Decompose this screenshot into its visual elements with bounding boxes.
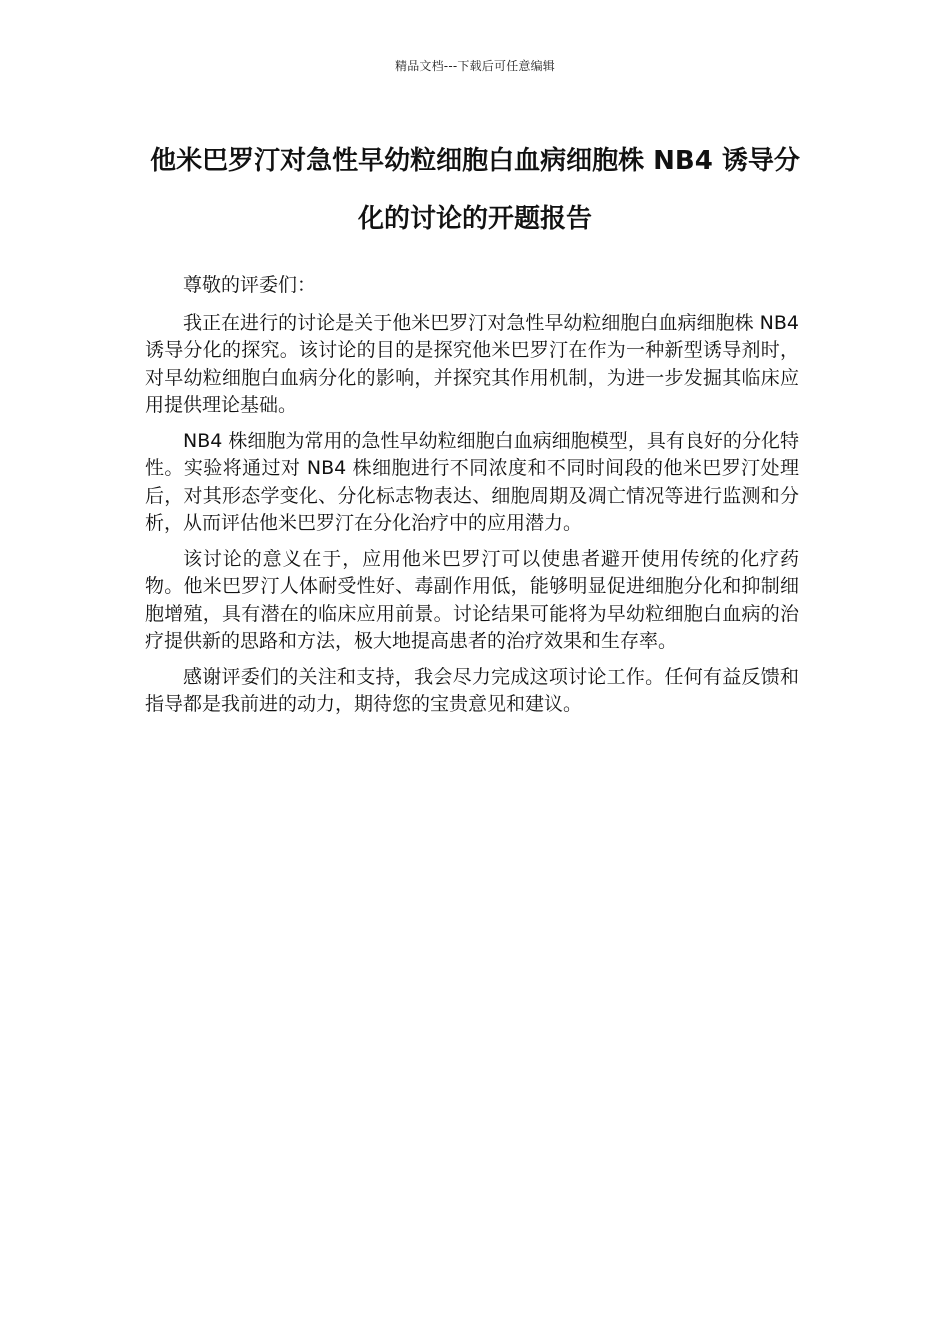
document-title: 他米巴罗汀对急性早幼粒细胞白血病细胞株 NB4 诱导分化的讨论的开题报告 <box>150 146 800 234</box>
header-note: 精品文档---下载后可任意编辑 <box>395 59 555 73</box>
document-body <box>145 272 799 727</box>
paragraph-2: NB4 株细胞为常用的急性早幼粒细胞白血病细胞模型，具有良好的分化特性。实验将通过对 NB4 株细胞进行不同浓度和不同时间段的他米巴罗汀处理后，对其形态学变化、分化标志物表达、细胞周期及凋亡情况等进行监测和分析，从而评估他米巴罗汀在分化治疗中的应用潜力。 <box>145 429 799 534</box>
salutation: 尊敬的评委们： <box>183 274 317 296</box>
paragraph-3: 该讨论的意义在于，应用他米巴罗汀可以使患者避开使用传统的化疗药物。他米巴罗汀人体耐受性好、毒副作用低，能够明显促进细胞分化和抑制细胞增殖，具有潜在的临床应用前景。讨论结果可能将为早幼粒细胞白血病的治疗提供新的思路和方法，极大地提高患者的治疗效果和生存率。 <box>145 547 799 652</box>
paragraph-4: 感谢评委们的关注和支持，我会尽力完成这项讨论工作。任何有益反馈和指导都是我前进的动力，期待您的宝贵意见和建议。 <box>145 665 799 715</box>
paragraph-1: 我正在进行的讨论是关于他米巴罗汀对急性早幼粒细胞白血病细胞株 NB4 诱导分化的探究。该讨论的目的是探究他米巴罗汀在作为一种新型诱导剂时，对早幼粒细胞白血病分化的影响，并探究其作用机制，为进一步发掘其临床应用提供理论基础。 <box>145 311 799 416</box>
